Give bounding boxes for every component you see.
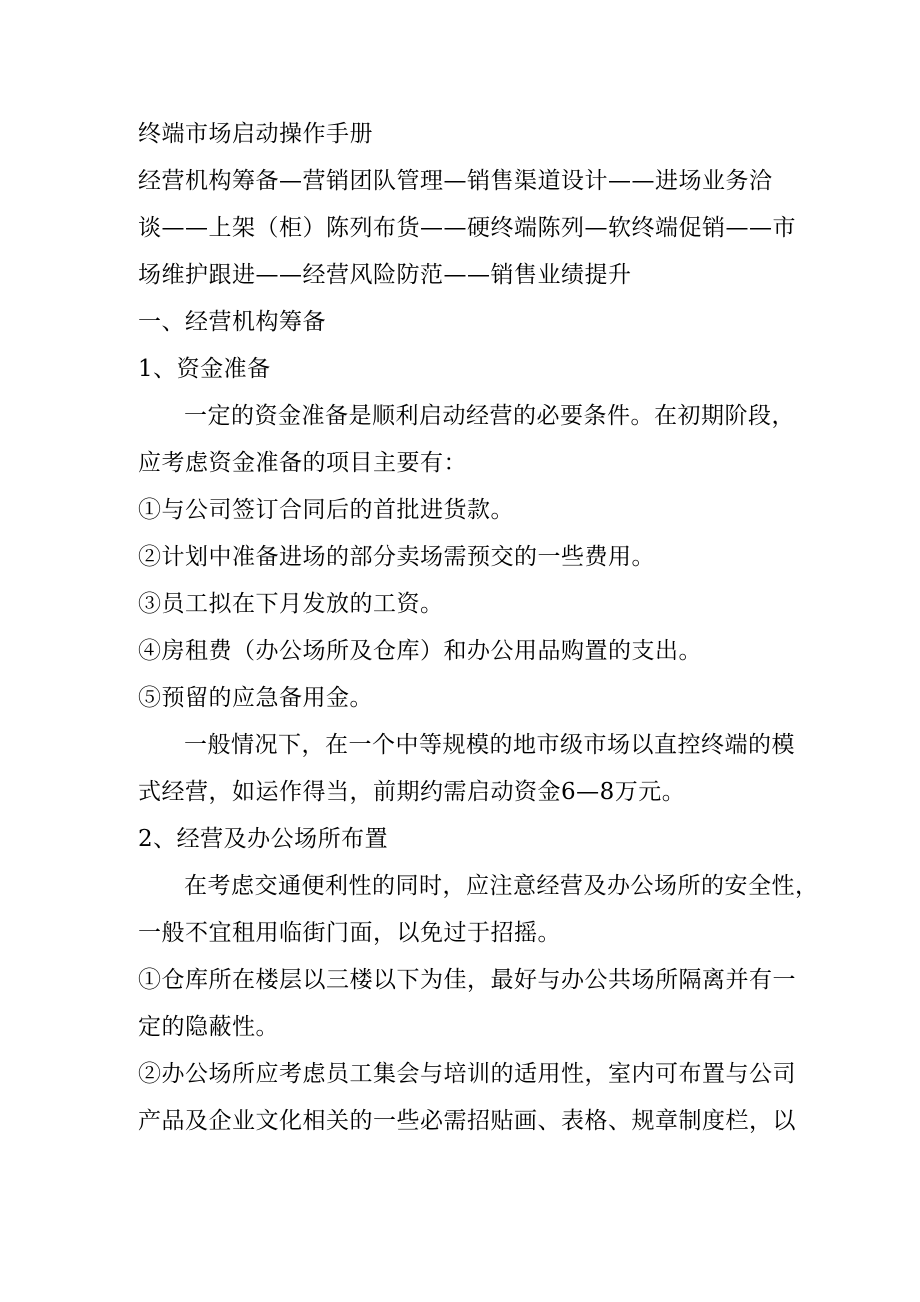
paragraph-line: 应考虑资金准备的项目主要有：: [138, 450, 467, 476]
list-item: 产品及企业文化相关的一些必需招贴画、表格、规章制度栏，以: [138, 1108, 796, 1134]
subsection-heading: 1、资金准备: [138, 356, 271, 382]
list-item: ⑤预留的应急备用金。: [138, 685, 373, 711]
flow-line-2: 谈——上架（柜）陈列布货——硬终端陈列—软终端促销——市: [138, 215, 796, 241]
list-item: ①仓库所在楼层以三楼以下为佳，最好与办公共场所隔离并有一: [138, 967, 796, 993]
list-item: ②办公场所应考虑员工集会与培训的适用性，室内可布置与公司: [138, 1061, 796, 1087]
paragraph-line: 在考虑交通便利性的同时，应注意经营及办公场所的安全性，: [184, 873, 819, 899]
document-title: 终端市场启动操作手册: [138, 121, 373, 147]
subsection-heading: 2、经营及办公场所布置: [138, 826, 389, 852]
paragraph-line: 式经营，如运作得当，前期约需启动资金6—8万元。: [138, 779, 686, 805]
list-item: ③员工拟在下月发放的工资。: [138, 591, 444, 617]
paragraph-line: 一般情况下，在一个中等规模的地市级市场以直控终端的模: [184, 732, 795, 758]
list-item: ①与公司签订合同后的首批进货款。: [138, 497, 514, 523]
flow-line-3: 场维护跟进——经营风险防范——销售业绩提升: [138, 262, 632, 288]
list-item: 定的隐蔽性。: [138, 1014, 279, 1040]
paragraph-line: 一定的资金准备是顺利启动经营的必要条件。在初期阶段，: [184, 403, 795, 429]
section-heading: 一、经营机构筹备: [138, 309, 326, 335]
document-page: [138, 111, 819, 1145]
list-item: ②计划中准备进场的部分卖场需预交的一些费用。: [138, 544, 655, 570]
list-item: ④房租费（办公场所及仓库）和办公用品购置的支出。: [138, 638, 702, 664]
flow-line-1: 经营机构筹备—营销团队管理—销售渠道设计——进场业务洽: [138, 168, 773, 194]
paragraph-line: 一般不宜租用临街门面，以免过于招摇。: [138, 920, 561, 946]
